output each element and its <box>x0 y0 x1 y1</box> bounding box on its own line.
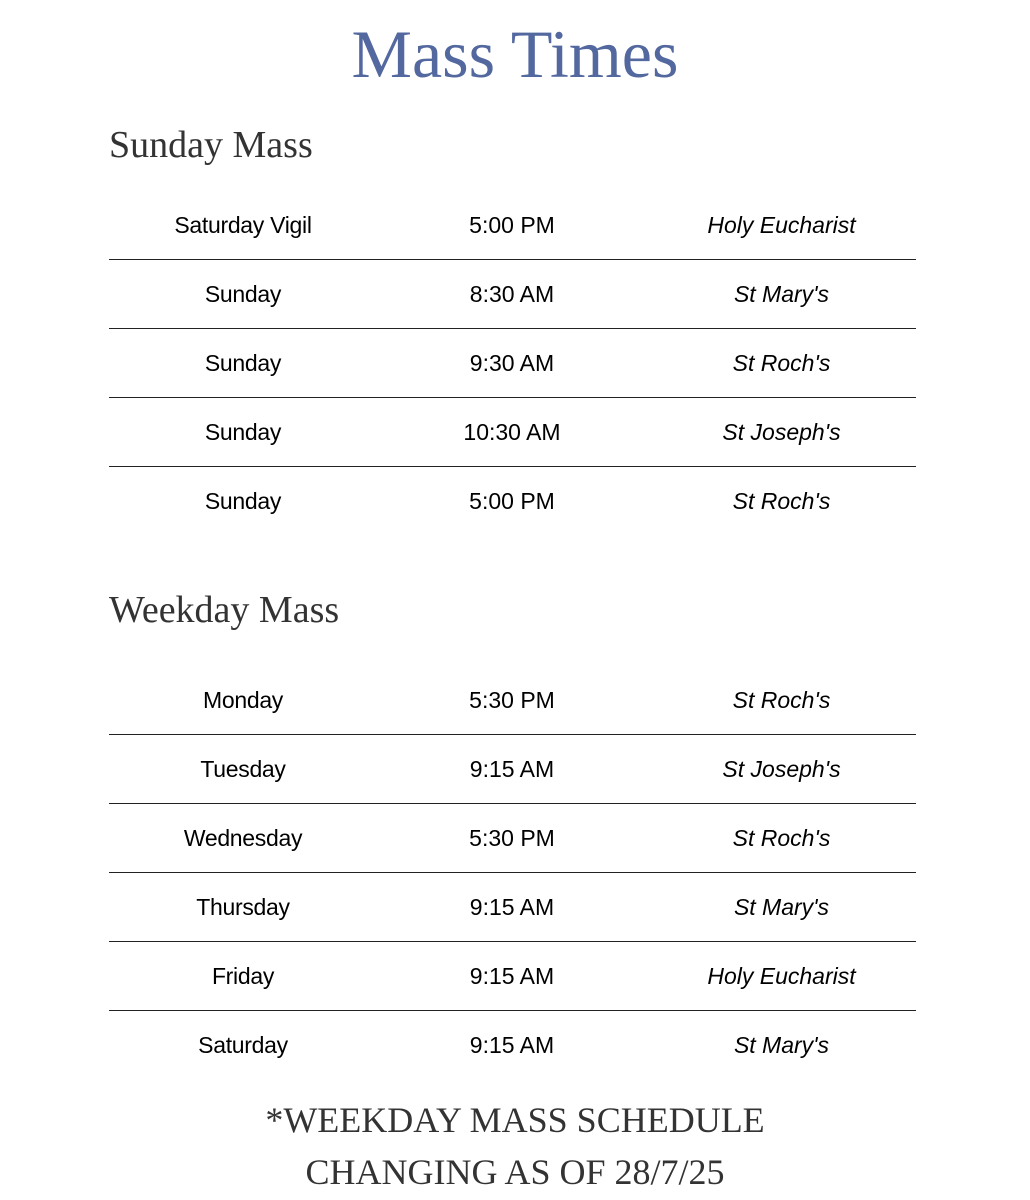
day-cell: Tuesday <box>200 755 286 782</box>
church-cell: St Joseph's <box>722 418 841 445</box>
schedule-change-notice-line-2: CHANGING AS OF 28/7/25 <box>305 1152 725 1192</box>
church-cell: St Roch's <box>732 686 831 713</box>
table-row <box>109 804 916 873</box>
table-row <box>109 1011 916 1079</box>
time-cell: 5:00 PM <box>469 211 555 238</box>
table-row <box>109 260 916 329</box>
church-cell: St Mary's <box>733 280 830 307</box>
time-cell: 9:15 AM <box>469 893 555 920</box>
page-title: Mass Times <box>351 16 679 92</box>
day-cell: Saturday Vigil <box>174 211 312 238</box>
weekday-schedule-table <box>109 666 916 1079</box>
church-cell: St Joseph's <box>722 755 841 782</box>
church-cell: St Mary's <box>733 893 830 920</box>
table-row <box>109 942 916 1011</box>
sunday-mass-heading: Sunday Mass <box>109 124 313 166</box>
time-cell: 10:30 AM <box>463 418 561 445</box>
day-cell: Wednesday <box>183 824 303 851</box>
church-cell: St Roch's <box>732 487 831 514</box>
day-cell: Sunday <box>204 487 282 514</box>
table-row <box>109 398 916 467</box>
day-cell: Sunday <box>204 349 282 376</box>
time-cell: 8:30 AM <box>469 280 555 307</box>
time-cell: 5:30 PM <box>469 686 555 713</box>
church-cell: St Roch's <box>732 824 831 851</box>
time-cell: 9:15 AM <box>469 962 555 989</box>
weekday-mass-heading: Weekday Mass <box>109 589 340 631</box>
time-cell: 5:00 PM <box>469 487 555 514</box>
day-cell: Sunday <box>204 418 282 445</box>
church-cell: St Mary's <box>733 1031 830 1058</box>
day-cell: Saturday <box>198 1031 288 1058</box>
table-row <box>109 735 916 804</box>
time-cell: 5:30 PM <box>469 824 555 851</box>
church-cell: Holy Eucharist <box>707 962 856 989</box>
day-cell: Monday <box>202 686 284 713</box>
table-row <box>109 467 916 535</box>
church-cell: St Roch's <box>732 349 831 376</box>
church-cell: Holy Eucharist <box>707 211 856 238</box>
day-cell: Friday <box>211 962 275 989</box>
time-cell: 9:15 AM <box>469 755 555 782</box>
time-cell: 9:30 AM <box>469 349 555 376</box>
table-row <box>109 191 916 260</box>
table-row <box>109 666 916 735</box>
table-row <box>109 873 916 942</box>
schedule-change-notice-line-1: *WEEKDAY MASS SCHEDULE <box>265 1100 765 1140</box>
table-row <box>109 329 916 398</box>
day-cell: Sunday <box>204 280 282 307</box>
time-cell: 9:15 AM <box>469 1031 555 1058</box>
sunday-schedule-table <box>109 191 916 535</box>
day-cell: Thursday <box>196 893 290 920</box>
